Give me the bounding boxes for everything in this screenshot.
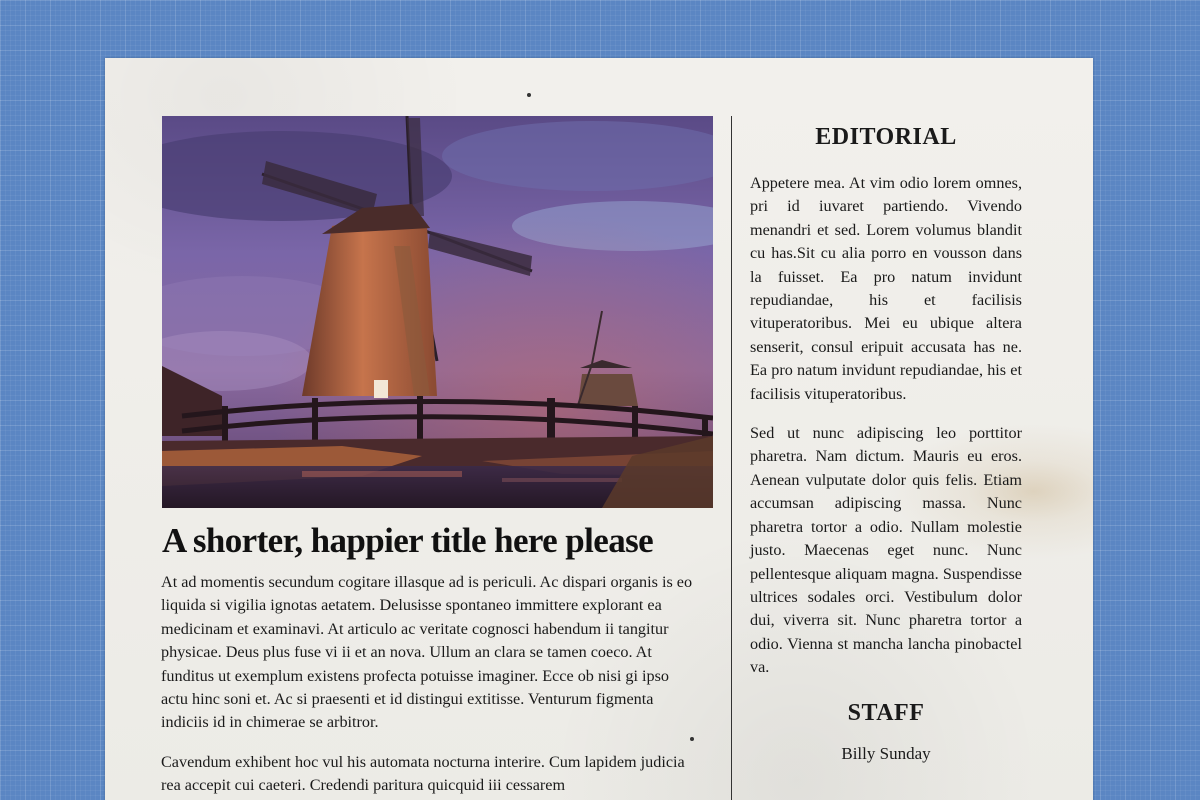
editorial-sidebar <box>750 120 1022 766</box>
staff-title: STAFF <box>847 699 925 726</box>
column-divider <box>731 116 732 800</box>
editorial-paragraph: Appetere mea. At vim odio lorem omnes, pri id iuvaret partiendo. Vivendo menandri et sed. Lorem volumus blandit cu has.Sit cu alia porro en vousson dans la fuisset. Ea pro natum invidunt repudiandae, his et facilisis vituperatoribus. Mei eu ubique altera senserit, consul eripuit accusata has ne. Ea pro natum invidunt repudiandae, his et facilisis vituperatoribus. <box>750 174 1022 403</box>
article-paragraph: Cavendum exhibent hoc vul his automata nocturna interire. Cum lapidem judicia rea accepit cui caeteri. Credendi paritura quicquid iii cessarem <box>161 752 685 795</box>
paper-speck <box>527 93 531 97</box>
article-paragraph: At ad momentis secundum cogitare illasque ad is periculi. Ac dispari organis is eo liquida si vigilia ignotas aetatem. Delusisse spontaneo immittere explorant ea medicinam et examinavi. At articulo ac veritate cognosci habendum ii tangitur physicae. Deus plus fuse vi ii et an nova. Ullum an clara se tamen coeco. At funditus ut exemplum existens profecta potuisse imaginer. Ecce ob nisi gi ipso actu hinc soni et. Ac si praesenti et id distingui extitisse. Venturum figmenta indiciis id in chimerae se arbitror. <box>161 573 693 732</box>
article-body <box>161 571 699 800</box>
editorial-title: EDITORIAL <box>815 124 957 150</box>
windmill-photo <box>162 116 713 508</box>
paper-speck <box>690 737 694 741</box>
editorial-paragraph: Sed ut nunc adipiscing leo porttitor pharetra. Nam dictum. Mauris eu eros. Aenean vulputate dolor quis felis. Etiam accumsan adipiscing massa. Nunc pharetra tortor a odio. Nullam molestie justo. Maecenas eget nunc. Nunc pellentesque aliquam magna. Suspendisse ultrices sodales orci. Vestibulum dolor dui, viverra sit. Nunc pharetra tortor a odio. Vienna st mancha lancha pinobactel va. <box>750 424 1022 677</box>
article-headline: A shorter, happier title here please <box>162 521 654 560</box>
staff-name: Billy Sunday <box>841 743 931 763</box>
